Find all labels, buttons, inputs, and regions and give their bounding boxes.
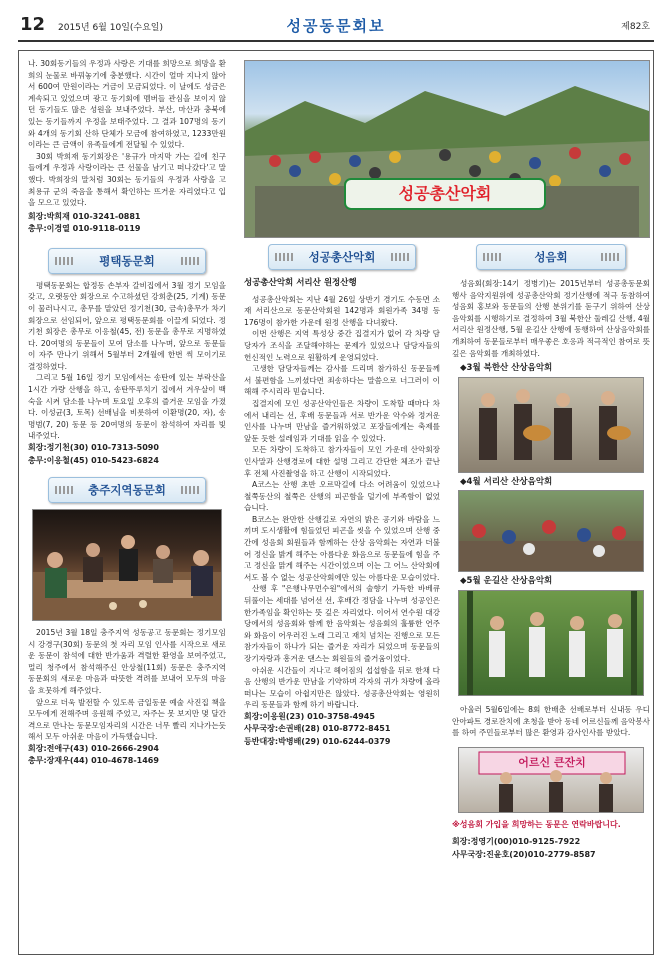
newsletter-title: 성공동문회보 — [286, 17, 386, 35]
contact-line: 회장:이응원(23) 010-3758-4945 — [244, 711, 375, 721]
article-paragraph: 아쉬운 시간들이 지나고 헤어짐의 섭섭함을 뒤로 한채 다음 산행의 반가운 만남을 기약하며 각자의 귀가 차량에 올라 떠나는 모습이 아쉽지만은 않았다. 성공총산악회는 영원히 우리 동문들과 함께 하기 바랍니다. — [244, 665, 440, 710]
article-paragraph: 성공총산악회는 지난 4월 26일 상반기 경기도 수동면 소재 서리산으로 동문산악회원 142명과 회원가족 34명 등 176명이 참가한 가운데 원정 산행을 다녀왔다. — [244, 294, 440, 327]
article-paragraph: 모든 차량이 도착하고 참가자들이 모인 가운데 산악회장 인사말과 산행경로에 대한 설명 그리고 간단한 체조가 끝난 후 전체 사진촬영을 하고 산행이 시작되었다. — [244, 445, 440, 478]
contact-line: 총무:장재우(44) 010-4678-1469 — [28, 756, 159, 766]
section-title-box — [268, 244, 416, 270]
dinner-photo-illustration — [33, 510, 222, 620]
issue-date: 2015년 6월 10일(수요일) — [58, 23, 163, 33]
concert-photo-illustration — [459, 491, 644, 571]
article-paragraph: 아울러 5월6일에는 8회 한배춘 선배로부터 신내동 우디안아파트 경로잔치에 초청을 받아 동네 어르신들께 음악봉사를 하여 주민들로부터 많은 환영과 감사인사를 받았다. — [452, 704, 650, 738]
article-paragraph: A코스는 산행 초반 오르막길에 다소 어려움이 있었으나 철쭉동산의 철쭉은 산행의 피곤함을 덜기에 부족함이 없었습니다. — [244, 480, 440, 513]
article-paragraph: 산행 후 "은행나무먼수원"에서의 술향기 가득한 바베큐 뒤풀이는 세대를 넘어선 선, 후배간 정담을 나누며 성공인은 한가족임을 확인하는 뜻 깊은 자리였다. 이어서 연수원 대강당에서의 성음회와 함께 한 음악회는 성음회의 훌륭한 연주와 화음이 어우러진 노래 그리고 재치 넘치는 진행으로 모든 참가자들이 하나가 되는 즐거운 자리가 되었으며 동문들의 장기자랑과 흥겨운 댄스는 회원들의 즐거움이었다. — [244, 584, 440, 663]
section-title: 평택동문회 — [99, 253, 155, 268]
header-rule — [18, 40, 654, 42]
article-paragraph: 30회 박희재 동기회장은 '용규가 마지막 가는 길에 친구들에게 우정과 사랑이라는 큰 선물을 남기고 떠나갔다'고 말했다. 박희장의 말처럼 30회는 동기들의 우정과 사랑을 고 최용규 군의 죽음을 통해서 확인하는 뜨거운 자리였다고 입을 모으고 있었다. — [28, 151, 226, 208]
contact-line: 총무:이응철(45) 010-5423-6824 — [28, 455, 159, 465]
contact-line: 회장:정기천(30) 010-7313-5090 — [28, 443, 159, 453]
club-banner-text: 성공총산악회 — [398, 184, 492, 203]
issue-number: 제82호 — [621, 22, 650, 32]
article-paragraph: 이번 산행은 지역 특성상 중간 집결지가 없어 각 차량 담당자가 조식을 조달해야하는 문제가 있었으나 담당자들의 헌신적인 노력으로 원활하게 운영되었다. — [244, 329, 440, 362]
article-subtitle: 성공총산악회 서리산 원정산행 — [244, 278, 357, 288]
join-notice: ※성음회 가입을 희망하는 동문은 연락바랍니다. — [452, 819, 621, 829]
contact-line: 회장:전애구(43) 010-2666-2904 — [28, 743, 159, 753]
article-paragraph: 나. 30회동기들의 우정과 사랑은 기대를 희망으로 희망을 환희의 눈물로 바꿔놓기에 충분했다. 시간이 얼마 지나지 않아서 600여 만원이라는 거금이 모금되었다. 이 날에도 성금은 계속되고 있었으며 광고 동기회에 멤버들 관심을 보이지 않던 동기들도 많은 성원을 보내주었다. 부산, 마산과 충북에 있는 동기들까지 우정을 보태주었다. 그 결과 107명의 동기와 4개의 동기회 산하 단체가 모금에 참여하였고, 1233만원이라는 큰 금액이 유족들에게 전달될 수 있었다. — [28, 59, 226, 150]
page-header — [18, 14, 654, 40]
photo-caption: ◆3월 북한산 산상음악회 — [460, 363, 553, 374]
bukhansan-concert-photo — [458, 377, 644, 473]
middle-column — [244, 244, 440, 748]
contact-line: 사무국장:손권배(28) 010-8772-8451 — [244, 724, 391, 734]
senior-feast-photo — [458, 747, 644, 813]
article-paragraph: 집결지에 모인 성공산악인들은 차량이 도착할 때마다 차에서 내리는 선, 후배 동문들과 서로 반가운 악수와 정겨운 인사를 나누며 만남을 즐거워하였고 포장들에게는 축제를 앞둔 듯한 설레임과 기대를 읽을 수 있었다. — [244, 398, 440, 443]
photo-caption: ◆5월 운길산 산상음악회 — [460, 576, 553, 587]
contact-line: 회장:정영기(00)010-9125-7922 — [452, 837, 581, 847]
article-paragraph: 그리고 5월 16일 정기 모임에서는 송탄에 있는 부락산을 1시간 가량 산행을 하고, 송탄뚜루치기 집에서 겨우살이 백숙을 시켜 담소를 나누며 토요일 오후의 즐거운 모임을 가졌다. 이성균(3, 토목) 선배님을 비롯하여 이환명(20, 자), 송명범(7, 20) 동문 등 20여명의 동문이 참석하여 자리를 빛내주었다. — [28, 373, 226, 441]
section-title-box — [476, 244, 626, 270]
dinner-meeting-photo — [32, 509, 222, 621]
contact-line: 총무:이경열 010-9118-0119 — [28, 224, 141, 234]
section-title: 성음회 — [534, 250, 568, 264]
concert-photo-illustration — [459, 378, 644, 472]
left-column — [28, 58, 226, 768]
page-number: 12 — [20, 14, 46, 35]
seorisan-concert-photo — [458, 490, 644, 572]
photo-caption: ◆4월 서리산 산상음악회 — [460, 476, 553, 487]
article-paragraph: 성음회(회장:14기 정병기)는 2015년부터 성공총동문회 행사 음악지원위에 성공총산악회 정기산행에 적극 동참하여 성음회 홍보와 동문들의 산행 분위기를 돋구기 위하여 산상음악회를 시행하기로 결정하여 3월 북한산 둘레길 산행, 4월 서리산 원정산행, 5월 운길산 산행에 동행하여 산상음악회를 개최하여 동문들로부터 매우좋은 호응과 적극적인 참여로 뜻깊은 음악회를 개최하였다. — [452, 279, 650, 358]
article-paragraph: 고생한 담당자들께는 감사를 드리며 참가하신 동문들께서 불편함을 느끼셨다면 죄송하다는 말씀으로 너그러이 이해해 주시리라 믿습니다. — [244, 364, 440, 397]
section-title: 충주지역동문회 — [88, 483, 166, 498]
article-paragraph: 2015년 3월 18일 충주지역 성동공고 동문회는 정기모임시 강경구(30회) 동문의 첫 자리 모임 인사를 시작으로 새로운 동문이 참석에 대한 반가움과 격렬한 환영을 보여주었고, 멀리 청주에서 참석해주신 안상철(11회) 동문은 충주지역 동문회의 새로운 마음과 따뜻한 격려를 보내어 모두의 마음을 흐뭇하게 해주었다. — [28, 628, 226, 695]
group-hiking-photo — [244, 60, 650, 238]
right-column — [452, 244, 650, 861]
section-title: 성공총산악회 — [308, 250, 376, 264]
concert-photo-illustration — [459, 591, 644, 695]
contact-line: 등반대장:박병배(29) 010-6244-0379 — [244, 736, 391, 746]
feast-banner-text: 어르신 큰잔치 — [518, 755, 586, 769]
article-paragraph: B코스는 완만한 산행길로 자연의 밝은 공기와 바람을 느끼며 도시생활에 힘들었던 피곤을 씻을 수 있었으며 산행 중간에 성음회 회원들과 함께하는 산상 음악회는 자연과 더불어 정신을 밝게 해주는 아름다운 화음으로 동문들에 힘을 주고 정신을 맑게 해주는 시간이었으며 이는 그 어느 산악회에서도 볼 수 없는 성공산악회에만 있는 아름다운 모습이었다. — [244, 514, 440, 582]
contact-line: 회장:박희재 010-3241-0881 — [28, 211, 141, 221]
contact-line: 사무국장:진윤호(20)010-2779-8587 — [452, 849, 596, 859]
article-paragraph: 평택동문회는 합정동 손부자 갈비집에서 3월 정기 모임을 갖고, 오랫동안 회장으로 수고하셨던 강희춘(25, 기계) 동문이 물러나시고, 총무를 맡았던 정기천(30, 금속)총무가 차기 회장으로 선임되어, 앞으로 평택동문회를 이끌게 되었다. 정기천 회장은 총무로 이응철(45, 전) 동문을 총무로 지명하였다. 20여명의 동문들이 모여 담소를 나누며, 앞으로 동문들이 자주 만나기 위해서 5월부터 2개월에 한번 씩 모이기로 결정하였다. — [28, 280, 226, 371]
section-title-box — [48, 477, 206, 503]
hiking-photo-illustration — [245, 61, 649, 237]
section-title-box — [48, 248, 206, 274]
ungilsan-concert-photo — [458, 590, 644, 696]
article-paragraph: 앞으로 더욱 발전할 수 있도록 금일동문 예술 사진집 책을 모두에게 전해주며 응원해 주었고, 자주는 못 보지만 몇 달간격으로 만나는 동문모임자리의 시간은 너무 빨리 지나가는듯해서 모두 아쉬운 마음이 가득했습니다. — [28, 697, 226, 742]
